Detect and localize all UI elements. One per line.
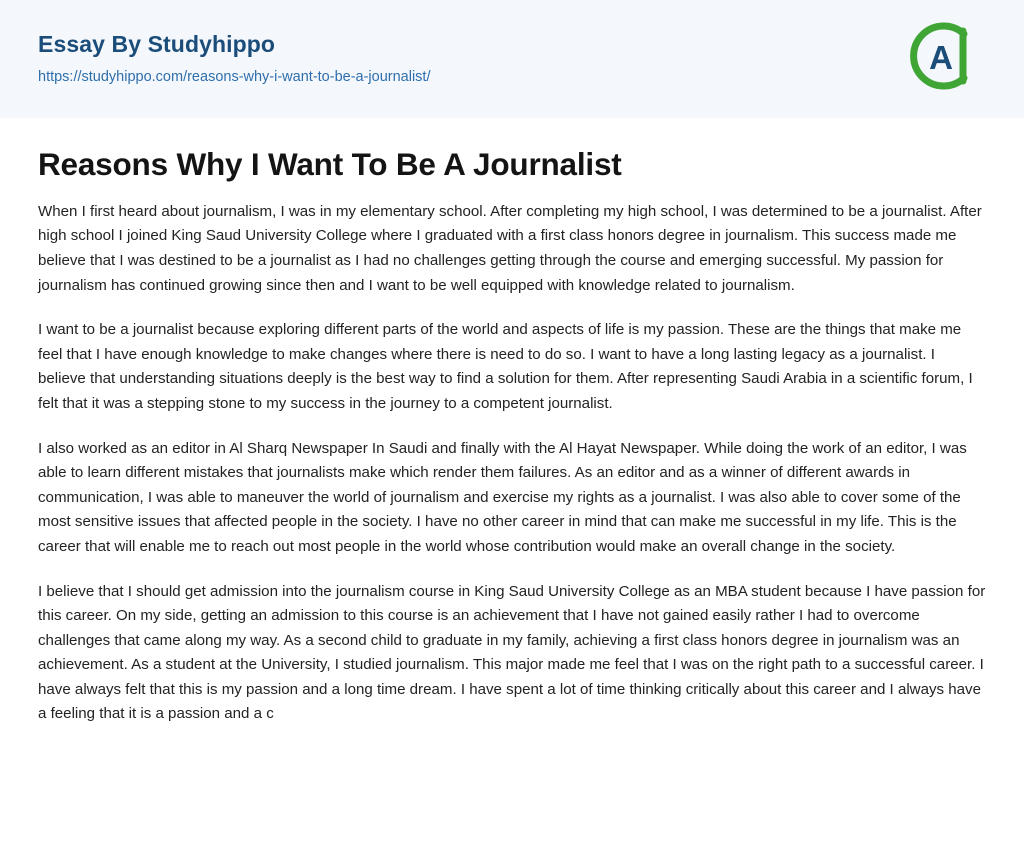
studyhippo-logo-icon — [902, 17, 980, 95]
page-title: Reasons Why I Want To Be A Journalist — [38, 146, 622, 182]
essay-paragraph: I believe that I should get admission into the journalism course in King Saud University College as an MBA student because I have passion for this career. On my side, getting an admission to this course is an achievement that I have not gained easily rather I had to overcome challenges that came along my way. As a second child to graduate in my family, achieving a first class honors degree in journalism was an achievement. As a student at the University, I studied journalism. This major made me feel that I was on the right path to a successful career. I have always felt that this is my passion and a long time dream. I have spent a lot of time thinking critically about this career and I always have a feeling that it is a passion and a c — [38, 582, 986, 723]
essay-paragraph: I want to be a journalist because exploring different parts of the world and aspects of life is my passion. These are the things that make me feel that I have enough knowledge to make changes where there is need to do so. I want to have a long lasting legacy as a journalist. I believe that understanding situations deeply is the best way to find a solution for them. After representing Saudi Arabia in a scientific forum, I felt that it was a stepping stone to my success in the journey to a competent journalist. — [38, 321, 973, 412]
essay-paragraph: I also worked as an editor in Al Sharq Newspaper In Saudi and finally with the Al Hayat Newspaper. While doing the work of an editor, I was able to learn different mistakes that journalists make which render them failures. As an editor and as a winner of different awards in communication, I was able to maneuver the world of journalism and exercise my rights as a journalist. I was also able to cover some of the most sensitive issues that affected people in the society. I have no other career in mind that can make me successful in my life. This is the career that will enable me to reach out most people in the world whose contribution would make an overall change in the society. — [38, 439, 967, 555]
source-url-link[interactable]: https://studyhippo.com/reasons-why-i-want-to-be-a-journalist/ — [38, 69, 431, 86]
svg-text:A: A — [929, 39, 953, 76]
page-header — [0, 0, 1024, 118]
essay-content — [0, 118, 1024, 727]
site-brand-name: Essay By Studyhippo — [38, 31, 276, 58]
essay-paragraph: When I first heard about journalism, I was in my elementary school. After completing my high school, I was determined to be a journalist. After high school I joined King Saud University College where I graduated with a first class honors degree in journalism. This success made me believe that I was destined to be a journalist as I had no challenges getting through the course and emerging successful. My passion for journalism has continued growing since then and I want to be well equipped with knowledge related to journalism. — [38, 202, 982, 294]
